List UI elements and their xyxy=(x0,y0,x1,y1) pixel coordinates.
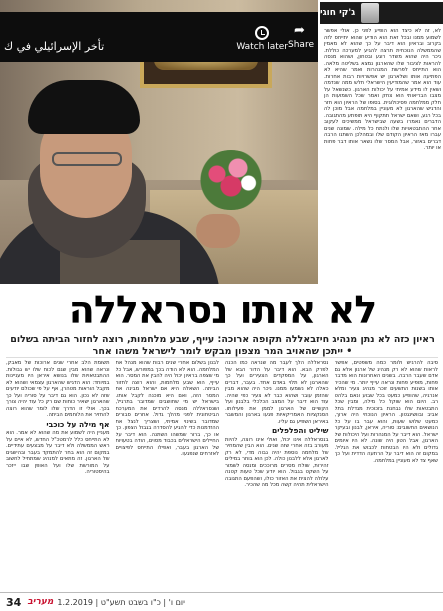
page-footer xyxy=(0,592,443,611)
page-number: 34 xyxy=(6,595,22,609)
watch-later-button[interactable] xyxy=(236,26,288,52)
column-text: בנסראללה אינו יכול, ואולי אינו רוצה, להיות מעורב בזה אחרי שזה שנים. הוא הבין שהמחיר של מלחמה נוספת יהיה גבוה מדי, לא רק לארגון אלא ללבנון כולה. לכן הוא בוחר במילים זהירות, שולח מסרים מרוככים ומנסה לשמור על השקט בגבול. הוא יודע שכל טעות קטנה עלולה להצית את האזור כולו, ושהפעם התגובה הישראלית תהיה קשה מכל מה שהכיר. xyxy=(225,436,329,488)
column-1 xyxy=(335,360,439,588)
author-byline xyxy=(320,2,443,24)
clock-icon xyxy=(255,26,269,40)
main-photo xyxy=(0,0,318,284)
issue-date: יום ו' | כ"ו בשבט תשע"ט | 1.2.2019 xyxy=(57,597,185,607)
section-heading: אף מילה על כוכבי xyxy=(46,419,110,429)
column-text: תשומת הלב אחרי שנים ארוכות של מאבק, ונראה שהוא מבין שגם לכוח שלו יש גבולות. ההתבטאויות שלו בנושא איראן היו מעניינות במיוחד: הוא הדגיש שהארגון עצמאי ושהוא לא מקבל הוראות מטהרן, אף על פי שכולם יודעים שזה לא נכון. הוא גם דיבר על סוריה ועל כך שהארגון ישאיר כוחות שם רק כל עוד יהיה צורך בכך. אולי זו הדרך שלו לומר שהוא רוצה להחזיר את הלוחמים הביתה. xyxy=(6,360,110,418)
pointing-hand xyxy=(196,214,240,248)
author-avatar xyxy=(361,3,379,23)
top-column-text: לא, זה לא כיצד הוא הופיע לפני כן. אולי אפשר לשמוע ממנו ובכל זאת הוא הודיע שהוא יתייחס לזה בקרוב ובראיון הוא דיבר על כך שהוא לא מאמין שהממשלה הנוכחית תרצה להגיע למערכה כוללת. ניכר היה שהוא משדר רוגע ובטחון, ושהוא מנסה להראות לציבור שלו שהארגון נמצא בשליטה מלאה. הוא התייחס לפרשת המנהרות ואמר שהיא לא הפתיעה אותו ושלארגון יש אפשרויות רבות אחרות. עוד הוא אמר שהמודיעין הישראלי חלש ממה שנדמה ושאין לו מידע אמיתי על יכולות הארגון. כשנשאל על מצבו הבריאותי הוא צחק ואמר שכל השמועות הן חלק ממלחמה פסיכולוגית. בסופו של הראיון הוא חזר והדגיש שהארגון לא מעוניין במלחמה אבל מוכן לה בכל רגע, ושאם ישראל תתקוף היא תופתע מהתגובה. הדברים נאמרו בשעה שבישראל ממשיכים לעקוב אחר ההתבטאויות שלו ולנתח כל מילה. שמונה שנים עברו מאז הראיון הקודם שלו ובמהלכן השתנו הרבה דברים באזור, אבל המסר שלו נשאר אותו דבר פחות או יותר. xyxy=(324,28,441,151)
subheadline: ראיון כזה לא נתן מנהיג חיזבאללה תקופה ארוכה: עייף, שבע מלחמות, רוצה לחזור הביתה בשלום • ייתכן שהאויב המר מצפון מבקש לומר לישראל משהו אחר xyxy=(10,334,435,357)
column-text: נסראללה הלך לעבר מה שנראה כמו הכנה לפרק הבא. הוא דיבר על הדור הבא של הארגון, על המפקדים הצעירים ועל כך שהארגון לא תלוי באדם אחד. בעבר, דברים כאלה לא נשמעו ממנו. ניכר היה שהוא מבין שהזמן עובר ושהוא כבר לא צעיר כפי שהיה. עוד הוא דיבר על המצב הכלכלי בלבנון ועל הקשיים של הארגון לממן את פעילותו. הסנקציות האמריקאיות פגעו בארגון והמשבר באיראן השפיע גם עליו. xyxy=(225,360,329,425)
share-icon xyxy=(294,26,308,38)
newspaper-logo: מעריב xyxy=(27,597,54,607)
headline: לא אותו נסראללה xyxy=(68,288,377,332)
share-label: Share xyxy=(288,40,314,50)
share-button[interactable] xyxy=(288,26,314,50)
column-text: לבנון בשלום אחרי שנים רבות שהוא מנהל את המלחמה. הוא לא הודה בכך במפורש, אבל כל מי שצפה בראיון יכול היה להבין את המסר. הוא עייף, הוא שבע מלחמות, והוא רוצה לחזור הביתה. השאלה היא אם ישראל מבינה את המסר הזה, ואם היא מוכנה לקבל אותו. בישראל יש מי שחושבים שמדובר בתרגיל, ושנסראללה מנסה להרדים את המערכת הביטחונית לפני מהלך גדול. אחרים סבורים שמדובר בשינוי אמיתי, ושצריך לנצל את ההזדמנות כדי להגיע להסדרה בגבול הצפון. כך או כך, ברור שמשהו השתנה. הוא דיבר על החיילים הישראלים בכבוד מסוים, הודה בטעויות של הארגון בעבר, ואפילו התייחס לפיצויים לאזרחים שנפגעו. xyxy=(115,360,219,457)
watch-later-label: Watch later xyxy=(236,42,288,52)
speaker-figure xyxy=(0,40,220,284)
divider xyxy=(6,357,438,358)
banner-arabic-text: تأخر الإسرائيلي في ك xyxy=(4,40,105,53)
section-heading: שיליט והפלפלים xyxy=(272,426,329,435)
column-3 xyxy=(116,360,220,588)
column-4 xyxy=(6,360,110,588)
column-text: סיבה להרגיש ולומר כמה משפטים, אפשר לראות שהוא לא רק מנהיג של ארגון אלא גם אדם שעבר הרבה. בשנים האחרונות הוא מדבר פחות, מופיע פחות ונראה עייף יותר. מי שהכיר אותו בשנות התשעים זוכר מנהיג צעיר ומלא אנרגיה, שהופיע כמעט בכל שבוע ונאם בלהט רב. היום הוא שוקל כל מילה, ומבין שכל התבטאות שלו נבחנת בזכוכית מגדלת בתל אביב ובוושינגטון. הראיון הנוכחי היה ארוך, כמעט שלוש שעות, והוא עבר בו על כל הנושאים החשובים: סוריה, איראן, לבנון ובעיקר ישראל. הוא דיבר על המנהרות ועל היכולות של הארגון, אבל הטון היה שונה. לא היו איומים גדולים ולא היו הבטחות לכבוש את הגליל. במקום זה הוא דיבר על הרתעה הדדית ועל כך שאף צד לא מעוניין במלחמה. xyxy=(334,360,438,464)
column-2 xyxy=(225,360,329,588)
author-name: ג'קי חוגי xyxy=(320,8,356,18)
body-columns xyxy=(6,360,438,588)
column-text: מעניין היה לשמוע את מה שהוא לא אמר. הוא לא התייחס כלל לרמטכ"ל החדש, לא איים על ראש הממשלה ולא דיבר על מבצעים עתידיים. במקום זה הוא בחר להתמקד בעבר ובהישגים של הארגון. זה מתאים למנהיג שמתחיל לחשוב על המורשת שלו ועל האופן שבו ייזכר בהיסטוריה. xyxy=(6,430,110,475)
